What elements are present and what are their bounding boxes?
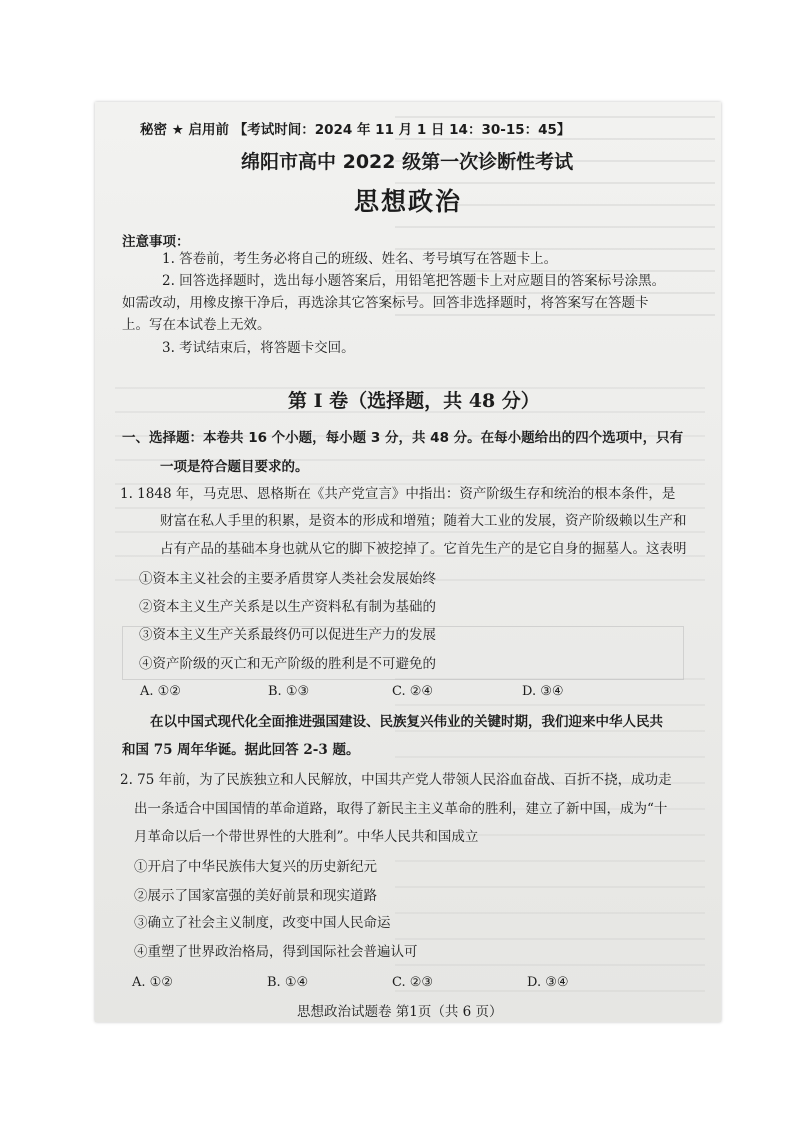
q2-statement: ②展示了国家富强的美好前景和现实道路 <box>134 888 377 904</box>
q1-statement: ①资本主义社会的主要矛盾贯穿人类社会发展始终 <box>139 571 436 587</box>
q1-stem: 1. 1848 年，马克思、恩格斯在《共产党宣言》中指出：资产阶级生存和统治的根本条件，是 <box>120 486 676 502</box>
q1-statement: ③资本主义生产关系最终仍可以促进生产力的发展 <box>139 627 436 643</box>
q2-statement: ③确立了社会主义制度，改变中国人民命运 <box>134 915 391 931</box>
page-footer: 思想政治试题卷 第1页（共 6 页） <box>297 1004 503 1020</box>
q2-option-b: B. ①④ <box>267 975 309 990</box>
part1-instruction: 一项是符合题目要求的。 <box>160 459 309 475</box>
q2-option-c: C. ②③ <box>392 975 434 990</box>
notice-heading: 注意事项： <box>122 234 190 250</box>
part1-instruction: 一、选择题：本卷共 16 个小题，每小题 3 分，共 48 分。在每小题给出的四个选项中，只有 <box>122 430 684 446</box>
confidential-exam-time: 秘密 ★ 启用前 【考试时间：2024 年 11 月 1 日 14：30-15：45】 <box>140 122 571 138</box>
q1-stem: 财富在私人手里的积累，是资本的形成和增殖；随着大工业的发展，资产阶级赖以生产和 <box>160 513 687 529</box>
q2-option-d: D. ③④ <box>527 975 569 990</box>
notice-item: 2. 回答选择题时，选出每小题答案后，用铅笔把答题卡上对应题目的答案标号涂黑。 <box>162 273 666 289</box>
notice-item: 如需改动，用橡皮擦干净后，再选涂其它答案标号。回答非选择题时，将答案写在答题卡 <box>122 295 649 311</box>
notice-item: 1. 答卷前，考生务必将自己的班级、姓名、考号填写在答题卡上。 <box>162 251 558 267</box>
subject-title: 思想政治 <box>354 187 463 216</box>
q1-statement: ④资产阶级的灭亡和无产阶级的胜利是不可避免的 <box>139 656 436 672</box>
q1-option-c: C. ②④ <box>392 684 434 699</box>
notice-item: 3. 考试结束后，将答题卡交回。 <box>162 340 355 356</box>
notice-item: 上。写在本试卷上无效。 <box>122 317 271 333</box>
q1-option-b: B. ①③ <box>268 684 310 699</box>
q2-statement: ④重塑了世界政治格局，得到国际社会普遍认可 <box>134 944 418 960</box>
q1-stem: 占有产品的基础本身也就从它的脚下被挖掉了。它首先生产的是它自身的掘墓人。这表明 <box>160 541 687 557</box>
q2-stem: 出一条适合中国国情的革命道路，取得了新民主主义革命的胜利，建立了新中国，成为“十 <box>134 801 668 817</box>
exam-name: 绵阳市高中 2022 级第一次诊断性考试 <box>241 151 574 173</box>
q1-option-d: D. ③④ <box>522 684 564 699</box>
q2-statement: ①开启了中华民族伟大复兴的历史新纪元 <box>134 859 377 875</box>
q2-option-a: A. ①② <box>132 975 173 990</box>
q2-stem: 月革命以后一个带世界性的大胜利”。中华人民共和国成立 <box>134 829 479 845</box>
material-intro: 和国 75 周年华诞。据此回答 2-3 题。 <box>122 742 360 758</box>
material-intro: 在以中国式现代化全面推进强国建设、民族复兴伟业的关键时期，我们迎来中华人民共 <box>150 714 663 730</box>
q1-option-a: A. ①② <box>140 684 181 699</box>
part1-title: 第 I 卷（选择题，共 48 分） <box>288 390 540 412</box>
q2-stem: 2. 75 年前，为了民族独立和人民解放，中国共产党人带领人民浴血奋战、百折不挠，成功走 <box>120 772 672 788</box>
q1-statement: ②资本主义生产关系是以生产资料私有制为基础的 <box>139 599 436 615</box>
